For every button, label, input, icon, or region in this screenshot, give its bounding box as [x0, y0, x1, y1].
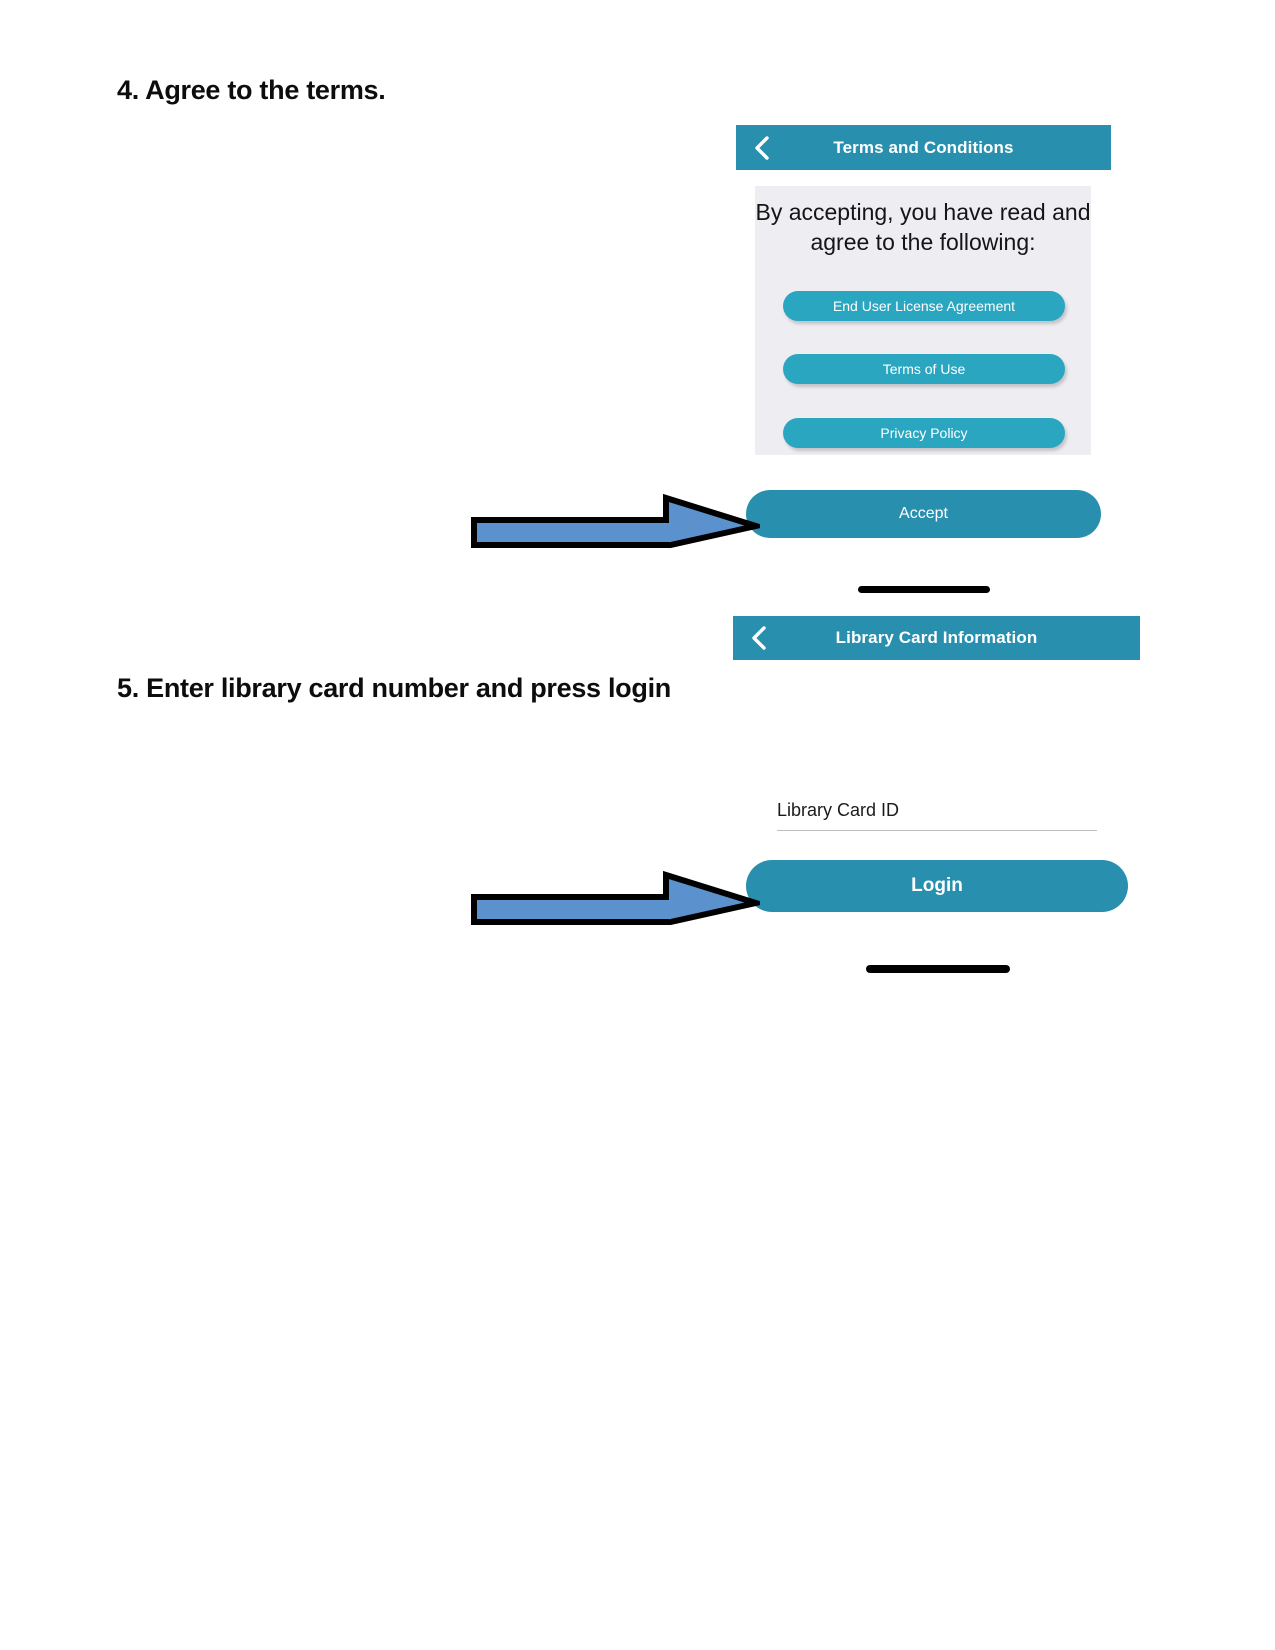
terms-navbar [736, 125, 1111, 170]
step-5-heading: 5. Enter library card number and press login [117, 673, 671, 703]
library-card-navbar-title: Library Card Information [835, 628, 1038, 647]
terms-navbar-title: Terms and Conditions [833, 137, 1014, 157]
arrow-pointing-to-accept-button [470, 468, 760, 548]
privacy-policy-button[interactable]: Privacy Policy [783, 418, 1065, 448]
library-card-id-placeholder: Library Card ID [777, 800, 900, 820]
chevron-left-icon[interactable] [752, 135, 772, 161]
terms-of-use-button[interactable]: Terms of Use [783, 354, 1065, 384]
terms-intro-text: By accepting, you have read and agree to the following: [755, 199, 1091, 255]
home-indicator-bar-library-card [866, 965, 1010, 973]
home-indicator-bar-terms [858, 586, 990, 593]
terms-content-panel [755, 186, 1091, 455]
library-card-navbar [733, 616, 1140, 660]
arrow-pointing-to-login-button [470, 845, 760, 925]
accept-button[interactable]: Accept [746, 490, 1101, 538]
library-card-id-field[interactable] [777, 800, 1097, 836]
chevron-left-icon[interactable] [749, 625, 769, 651]
end-user-license-agreement-button[interactable]: End User License Agreement [783, 291, 1065, 321]
library-card-id-underline [777, 830, 1097, 831]
step-4-heading: 4. Agree to the terms. [117, 75, 386, 105]
login-button[interactable]: Login [746, 860, 1128, 912]
